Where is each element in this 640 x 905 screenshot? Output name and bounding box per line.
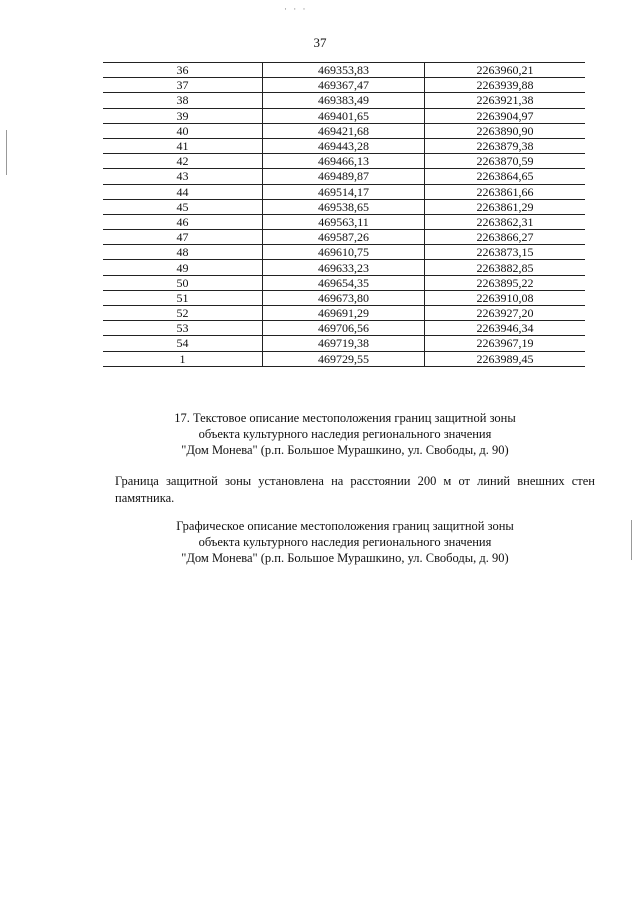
table-row (103, 93, 585, 108)
point-number-cell: 45 (103, 199, 263, 214)
table-row (103, 108, 585, 123)
y-coordinate-cell: 2263862,31 (425, 214, 586, 229)
x-coordinate-cell: 469563,11 (263, 214, 425, 229)
point-number-cell: 38 (103, 93, 263, 108)
table-row (103, 351, 585, 366)
point-number-cell: 47 (103, 230, 263, 245)
x-coordinate-cell: 469421,68 (263, 123, 425, 138)
point-number-cell: 1 (103, 351, 263, 366)
x-coordinate-cell: 469706,56 (263, 321, 425, 336)
table-row (103, 154, 585, 169)
x-coordinate-cell: 469443,28 (263, 138, 425, 153)
x-coordinate-cell: 469383,49 (263, 93, 425, 108)
table-row (103, 214, 585, 229)
x-coordinate-cell: 469587,26 (263, 230, 425, 245)
y-coordinate-cell: 2263939,88 (425, 78, 586, 93)
y-coordinate-cell: 2263882,85 (425, 260, 586, 275)
y-coordinate-cell: 2263895,22 (425, 275, 586, 290)
y-coordinate-cell: 2263927,20 (425, 306, 586, 321)
table-row (103, 78, 585, 93)
x-coordinate-cell: 469514,17 (263, 184, 425, 199)
boundary-description-paragraph: Граница защитной зоны установлена на расстоянии 200 м от линий внешних стен памятника. (115, 474, 595, 505)
y-coordinate-cell: 2263946,34 (425, 321, 586, 336)
table-row (103, 184, 585, 199)
point-number-cell: 50 (103, 275, 263, 290)
section-heading-line-3: "Дом Монева" (р.п. Большое Мурашкино, ул. Свободы, д. 90) (181, 443, 509, 457)
point-number-cell: 53 (103, 321, 263, 336)
point-number-cell: 54 (103, 336, 263, 351)
x-coordinate-cell: 469367,47 (263, 78, 425, 93)
table-row (103, 245, 585, 260)
x-coordinate-cell: 469719,38 (263, 336, 425, 351)
graphic-heading-line-1: Графическое описание местоположения границ защитной зоны (176, 519, 514, 533)
table-row (103, 123, 585, 138)
x-coordinate-cell: 469538,65 (263, 199, 425, 214)
point-number-cell: 48 (103, 245, 263, 260)
point-number-cell: 42 (103, 154, 263, 169)
graphic-heading-line-3: "Дом Монева" (р.п. Большое Мурашкино, ул. Свободы, д. 90) (181, 551, 509, 565)
scan-mark: · · · (284, 4, 308, 14)
table-row (103, 63, 585, 78)
graphic-description-heading (0, 518, 640, 566)
point-number-cell: 49 (103, 260, 263, 275)
table-row (103, 306, 585, 321)
x-coordinate-cell: 469401,65 (263, 108, 425, 123)
point-number-cell: 37 (103, 78, 263, 93)
scan-margin-line (631, 520, 632, 560)
page-number: 37 (313, 35, 327, 50)
y-coordinate-cell: 2263870,59 (425, 154, 586, 169)
table-row (103, 275, 585, 290)
x-coordinate-cell: 469466,13 (263, 154, 425, 169)
y-coordinate-cell: 2263904,97 (425, 108, 586, 123)
table-row (103, 260, 585, 275)
graphic-heading-line-2: объекта культурного наследия регионального значения (198, 535, 492, 549)
point-number-cell: 41 (103, 138, 263, 153)
point-number-cell: 43 (103, 169, 263, 184)
y-coordinate-cell: 2263866,27 (425, 230, 586, 245)
y-coordinate-cell: 2263861,29 (425, 199, 586, 214)
x-coordinate-cell: 469729,55 (263, 351, 425, 366)
table-row (103, 169, 585, 184)
x-coordinate-cell: 469489,87 (263, 169, 425, 184)
section-heading (0, 410, 640, 458)
x-coordinate-cell: 469633,23 (263, 260, 425, 275)
y-coordinate-cell: 2263873,15 (425, 245, 586, 260)
scan-margin-line (6, 130, 7, 175)
x-coordinate-cell: 469673,80 (263, 290, 425, 305)
point-number-cell: 46 (103, 214, 263, 229)
table-row (103, 336, 585, 351)
y-coordinate-cell: 2263890,90 (425, 123, 586, 138)
table-row (103, 290, 585, 305)
x-coordinate-cell: 469654,35 (263, 275, 425, 290)
coordinates-table (103, 62, 585, 367)
table-row (103, 199, 585, 214)
point-number-cell: 36 (103, 63, 263, 78)
x-coordinate-cell: 469353,83 (263, 63, 425, 78)
y-coordinate-cell: 2263960,21 (425, 63, 586, 78)
point-number-cell: 40 (103, 123, 263, 138)
section-heading-line-2: объекта культурного наследия регионального значения (198, 427, 492, 441)
table-row (103, 138, 585, 153)
y-coordinate-cell: 2263967,19 (425, 336, 586, 351)
point-number-cell: 44 (103, 184, 263, 199)
y-coordinate-cell: 2263864,65 (425, 169, 586, 184)
point-number-cell: 51 (103, 290, 263, 305)
x-coordinate-cell: 469610,75 (263, 245, 425, 260)
coordinates-table-body (103, 63, 585, 367)
y-coordinate-cell: 2263879,38 (425, 138, 586, 153)
y-coordinate-cell: 2263910,08 (425, 290, 586, 305)
x-coordinate-cell: 469691,29 (263, 306, 425, 321)
y-coordinate-cell: 2263921,38 (425, 93, 586, 108)
y-coordinate-cell: 2263989,45 (425, 351, 586, 366)
y-coordinate-cell: 2263861,66 (425, 184, 586, 199)
table-row (103, 230, 585, 245)
point-number-cell: 52 (103, 306, 263, 321)
table-row (103, 321, 585, 336)
point-number-cell: 39 (103, 108, 263, 123)
section-heading-line-1: 17. Текстовое описание местоположения границ защитной зоны (174, 411, 516, 425)
